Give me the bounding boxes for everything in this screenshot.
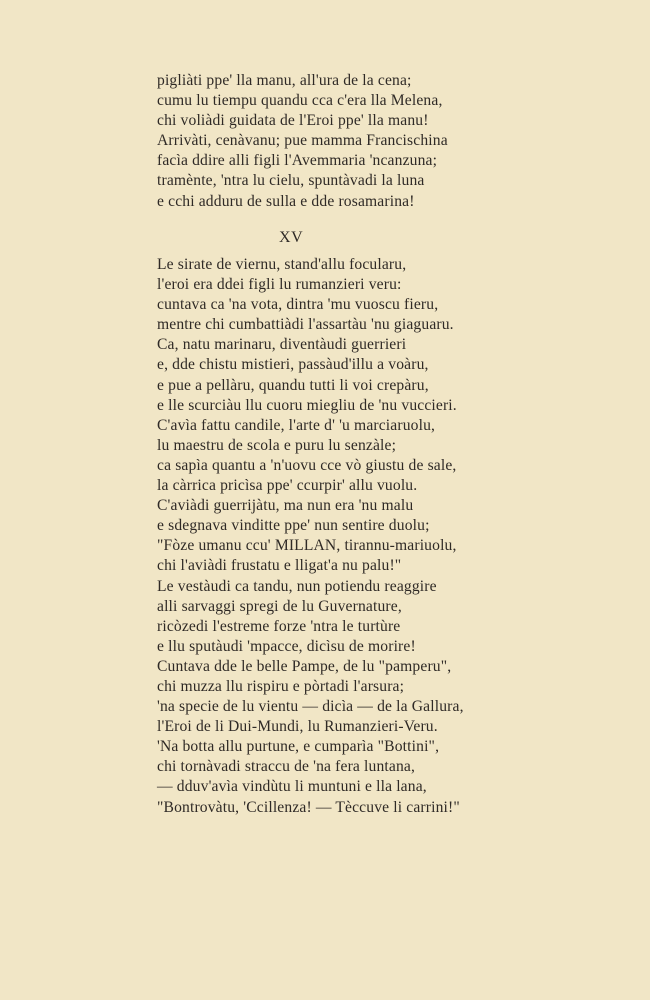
verse-line: "Bontrovàtu, 'Ccillenza! — Tèccuve li carrini!" [157, 798, 460, 816]
verse-line: "Fòze umanu ccu' MILLAN, tirannu-mariuolu, [157, 537, 457, 555]
verse-line: facìa ddire alli figli l'Avemmaria 'ncanzuna; [157, 152, 438, 170]
main-stanza [157, 255, 497, 818]
verse-line: e, dde chistu mistieri, passàud'illu a voàru, [157, 356, 429, 374]
section-heading: XV [279, 229, 304, 246]
verse-line: lu maestru de scola e puru lu senzàle; [157, 436, 397, 454]
verse-line: Arrivàti, cenàvanu; pue mamma Francischina [157, 132, 448, 150]
verse-line: chi voliàdi guidata de l'Eroi ppe' lla manu! [157, 112, 429, 130]
verse-line: ca sapìa quantu a 'n'uovu cce vò giustu de sale, [157, 456, 457, 474]
verse-line: cuntava ca 'na vota, dintra 'mu vuoscu fieru, [157, 296, 439, 314]
verse-line: — dduv'avìa vindùtu li muntuni e lla lana, [157, 778, 427, 796]
verse-line: l'eroi era ddei figli lu rumanzieri veru: [157, 276, 402, 294]
verse-line: e llu sputàudi 'mpacce, dicìsu de morire! [157, 637, 416, 655]
verse-line: e lle scurciàu llu cuoru miegliu de 'nu vuccieri. [157, 396, 457, 414]
verse-line: tramènte, 'ntra lu cielu, spuntàvadi la luna [157, 172, 425, 190]
verse-line: C'aviàdi guerrijàtu, ma nun era 'nu malu [157, 497, 414, 515]
verse-line: chi muzza llu rispiru e pòrtadi l'arsura; [157, 677, 405, 695]
verse-line: e pue a pellàru, quandu tutti li voi crepàru, [157, 376, 429, 394]
verse-line: ricòzedi l'estreme forze 'ntra le turtùre [157, 617, 401, 635]
verse-line: Le vestàudi ca tandu, nun potiendu reaggire [157, 577, 437, 595]
opening-stanza [157, 71, 497, 212]
verse-line: Le sirate de viernu, stand'allu focularu, [157, 256, 407, 273]
verse-line: Cuntava dde le belle Pampe, de lu "pamperu", [157, 657, 452, 675]
verse-line: cumu lu tiempu quandu cca c'era lla Melena, [157, 92, 443, 110]
verse-line: 'na specie de lu vientu — dicìa — de la Gallura, [157, 698, 464, 716]
verse-line: alli sarvaggi spregi de lu Guvernature, [157, 597, 402, 615]
verse-line: la càrrica pricìsa ppe' ccurpir' allu vuolu. [157, 477, 418, 495]
verse-line: chi tornàvadi straccu de 'na fera luntana, [157, 758, 416, 776]
verse-line: 'Na botta allu purtune, e cumparìa "Bottini", [157, 738, 440, 756]
verse-line: Ca, natu marinaru, diventàudi guerrieri [157, 336, 407, 354]
verse-line: l'Eroi de li Dui-Mundi, lu Rumanzieri-Veru. [157, 718, 438, 736]
verse-line: mentre chi cumbattiàdi l'assartàu 'nu giaguaru. [157, 316, 454, 334]
verse-line: chi l'aviàdi frustatu e lligat'a nu palu!" [157, 557, 402, 575]
verse-line: e cchi adduru de sulla e dde rosamarina! [157, 192, 415, 210]
verse-line: C'avìa fattu candile, l'arte d' 'u marciaruolu, [157, 416, 436, 434]
verse-line: pigliàti ppe' lla manu, all'ura de la cena; [157, 72, 412, 89]
verse-line: e sdegnava vinditte ppe' nun sentire duolu; [157, 517, 430, 535]
